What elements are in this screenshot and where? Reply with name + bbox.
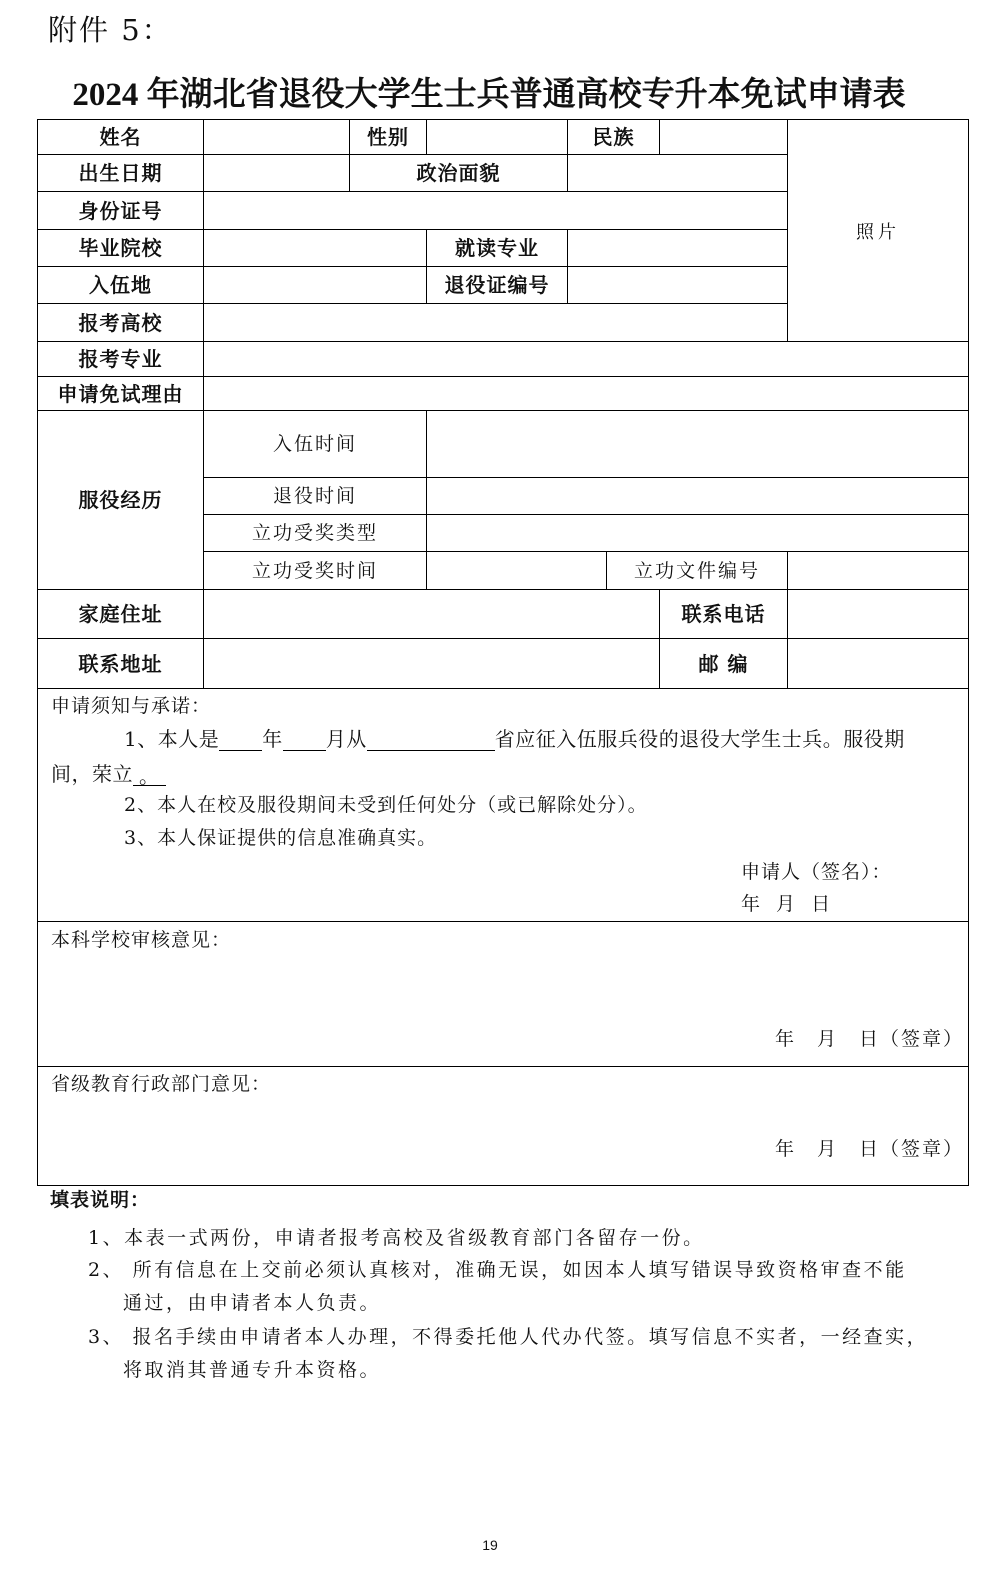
form-row-home-address: [38, 590, 969, 639]
applicant-signature-label: 申请人（签名）：: [741, 861, 892, 883]
enlistment-place-value-cell: [204, 267, 427, 304]
target-major-value-cell: [204, 342, 969, 377]
enlistment-place-label: 入伍地: [38, 267, 204, 304]
notice-item-1-part-1: 1、本人是: [124, 727, 220, 751]
form-row-provincial-review: [38, 1067, 969, 1186]
award-blank: 。: [133, 764, 166, 786]
award-time-label: 立功受奖时间: [204, 552, 427, 590]
form-row-notice: [38, 689, 969, 922]
exemption-reason-label: 申请免试理由: [38, 377, 204, 411]
instruction-item-3: 3、 报名手续由申请者本人办理，不得委托他人代办代签。填写信息不实者，一经查实，: [88, 1326, 929, 1348]
notice-item-2: 2、本人在校及服役期间未受到任何处分（或已解除处分）。: [124, 794, 648, 816]
provincial-review-block: [38, 1067, 969, 1186]
undergrad-review-block: [38, 922, 969, 1067]
postcode-value-cell: [788, 639, 969, 689]
ethnicity-value-cell: [660, 120, 788, 155]
political-status-value-cell: [568, 155, 788, 192]
name-label: 姓名: [38, 120, 204, 155]
home-address-value-cell: [204, 590, 660, 639]
applicant-date: 年 月 日: [741, 893, 832, 915]
award-doc-no-value-cell: [788, 552, 969, 590]
instructions-heading: 填表说明：: [50, 1189, 151, 1211]
discharge-time-value-cell: [427, 478, 969, 515]
undergrad-review-content: [38, 922, 968, 1066]
discharge-cert-no-label: 退役证编号: [427, 267, 568, 304]
enlistment-time-label: 入伍时间: [204, 411, 427, 478]
contact-address-value-cell: [204, 639, 660, 689]
target-school-value-cell: [204, 304, 788, 342]
notice-heading: 申请须知与承诺：: [51, 695, 212, 717]
page-number: 19: [482, 1537, 498, 1553]
contact-address-label: 联系地址: [38, 639, 204, 689]
form-row-name: [38, 120, 969, 155]
award-type-value-cell: [427, 515, 969, 552]
instruction-item-3-continued: 将取消其普通专升本资格。: [123, 1359, 382, 1381]
undergrad-review-sign-date: 年 月 日（签章）: [774, 1028, 964, 1050]
notice-item-1-continued: [51, 762, 166, 786]
graduated-school-value-cell: [204, 230, 427, 267]
application-form-table: [37, 119, 969, 1186]
major-studied-value-cell: [568, 230, 788, 267]
name-value-cell: [204, 120, 350, 155]
gender-value-cell: [427, 120, 568, 155]
birth-date-value-cell: [204, 155, 350, 192]
year-blank: [219, 729, 262, 751]
award-doc-no-label: 立功文件编号: [607, 552, 788, 590]
notice-item-1-part-4: 省应征入伍服兵役的退役大学生士兵。服役期: [494, 727, 905, 751]
form-row-contact-address: [38, 639, 969, 689]
award-type-label: 立功受奖类型: [204, 515, 427, 552]
notice-block: [38, 689, 969, 922]
form-row-target-major: [38, 342, 969, 377]
service-history-label: 服役经历: [38, 411, 204, 590]
notice-content: [38, 689, 968, 921]
award-time-value-cell: [427, 552, 607, 590]
form-row-exemption-reason: [38, 377, 969, 411]
graduated-school-label: 毕业院校: [38, 230, 204, 267]
id-number-value-cell: [204, 192, 788, 230]
instruction-item-1: 1、本表一式两份，申请者报考高校及省级教育部门各留存一份。: [88, 1227, 705, 1249]
target-major-label: 报考专业: [38, 342, 204, 377]
province-blank: [367, 729, 495, 751]
photo-label: 照片: [856, 221, 900, 243]
discharge-time-label: 退役时间: [204, 478, 427, 515]
attachment-label: 附件 5：: [48, 13, 173, 47]
provincial-review-content: [38, 1067, 968, 1185]
major-studied-label: 就读专业: [427, 230, 568, 267]
provincial-review-sign-date: 年 月 日（签章）: [774, 1138, 964, 1160]
undergrad-review-heading: 本科学校审核意见：: [51, 929, 232, 951]
home-address-label: 家庭住址: [38, 590, 204, 639]
notice-item-1-part-3: 月从: [325, 727, 367, 751]
birth-date-label: 出生日期: [38, 155, 204, 192]
discharge-cert-no-value-cell: [568, 267, 788, 304]
form-row-undergrad-review: [38, 922, 969, 1067]
ethnicity-label: 民族: [568, 120, 660, 155]
enlistment-time-value-cell: [427, 411, 969, 478]
id-number-label: 身份证号: [38, 192, 204, 230]
instruction-item-2: 2、 所有信息在上交前必须认真核对，准确无误，如因本人填写错误导致资格审查不能: [88, 1259, 907, 1281]
provincial-review-heading: 省级教育行政部门意见：: [51, 1073, 272, 1095]
form-title: 2024 年湖北省退役大学生士兵普通高校专升本免试申请表: [72, 77, 906, 113]
target-school-label: 报考高校: [38, 304, 204, 342]
notice-item-3: 3、本人保证提供的信息准确真实。: [124, 827, 438, 849]
photo-cell: [788, 120, 969, 342]
form-row-service-enlistment: [38, 411, 969, 478]
notice-item-1-part-2: 年: [262, 727, 283, 751]
notice-item-1-cont-text: 间，荣立: [51, 762, 133, 786]
gender-label: 性别: [350, 120, 427, 155]
phone-label: 联系电话: [660, 590, 788, 639]
instruction-item-2-continued: 通过，由申请者本人负责。: [123, 1292, 382, 1314]
phone-value-cell: [788, 590, 969, 639]
political-status-label: 政治面貌: [350, 155, 568, 192]
exemption-reason-value-cell: [204, 377, 969, 411]
notice-item-1: [124, 727, 905, 751]
month-blank: [283, 729, 326, 751]
postcode-label: 邮 编: [660, 639, 788, 689]
